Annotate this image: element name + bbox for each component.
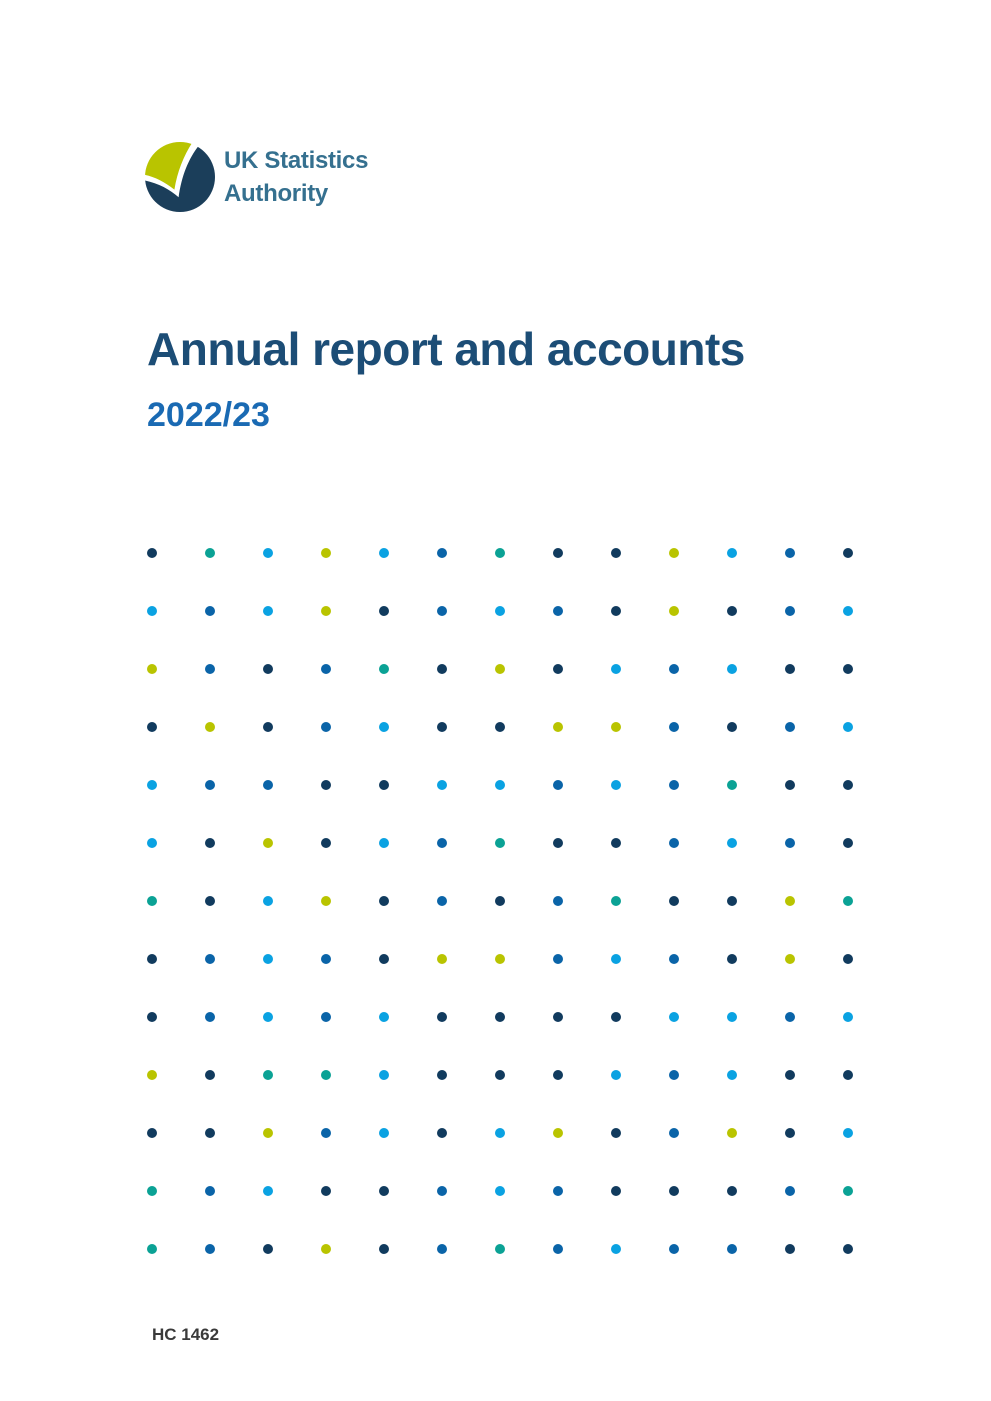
pattern-dot xyxy=(669,1186,679,1196)
pattern-dot xyxy=(263,1244,273,1254)
pattern-dot xyxy=(553,838,563,848)
pattern-dot xyxy=(669,954,679,964)
pattern-dot xyxy=(379,896,389,906)
pattern-dot xyxy=(437,838,447,848)
pattern-dot xyxy=(321,722,331,732)
pattern-dot xyxy=(263,1186,273,1196)
pattern-dot xyxy=(205,1012,215,1022)
pattern-dot xyxy=(843,896,853,906)
pattern-dot xyxy=(785,838,795,848)
pattern-dot xyxy=(727,1070,737,1080)
pattern-dot xyxy=(553,1012,563,1022)
pattern-dot xyxy=(611,1070,621,1080)
pattern-dot xyxy=(553,722,563,732)
pattern-dot xyxy=(321,780,331,790)
pattern-dot xyxy=(553,1186,563,1196)
logo-text-line2: Authority xyxy=(224,180,328,207)
pattern-dot xyxy=(669,1244,679,1254)
pattern-dot xyxy=(147,606,157,616)
pattern-dot xyxy=(611,954,621,964)
pattern-dot xyxy=(669,896,679,906)
pattern-dot xyxy=(379,548,389,558)
pattern-dot xyxy=(785,896,795,906)
pattern-dot xyxy=(379,1070,389,1080)
pattern-dot xyxy=(611,1128,621,1138)
pattern-dot xyxy=(437,1012,447,1022)
pattern-dot xyxy=(379,722,389,732)
pattern-dot xyxy=(669,548,679,558)
pattern-dot xyxy=(147,722,157,732)
pattern-dot xyxy=(669,722,679,732)
pattern-dot xyxy=(495,838,505,848)
pattern-dot xyxy=(727,722,737,732)
uksa-logo-mark xyxy=(145,142,215,212)
pattern-dot xyxy=(147,838,157,848)
pattern-dot xyxy=(437,1186,447,1196)
pattern-dot xyxy=(785,722,795,732)
pattern-dot xyxy=(785,1012,795,1022)
pattern-dot xyxy=(147,1012,157,1022)
pattern-dot xyxy=(495,896,505,906)
pattern-dot xyxy=(495,1244,505,1254)
pattern-dot xyxy=(553,664,563,674)
pattern-dot xyxy=(843,1128,853,1138)
pattern-dot xyxy=(785,664,795,674)
pattern-dot xyxy=(437,722,447,732)
pattern-dot xyxy=(495,954,505,964)
pattern-dot xyxy=(669,1012,679,1022)
pattern-dot xyxy=(437,954,447,964)
pattern-dot xyxy=(843,722,853,732)
pattern-dot xyxy=(727,664,737,674)
pattern-dot xyxy=(263,1012,273,1022)
pattern-dot xyxy=(495,722,505,732)
pattern-dot xyxy=(843,1244,853,1254)
pattern-dot xyxy=(321,1012,331,1022)
pattern-dot xyxy=(263,838,273,848)
pattern-dot xyxy=(321,1244,331,1254)
pattern-dot xyxy=(611,606,621,616)
pattern-dot xyxy=(785,780,795,790)
pattern-dot xyxy=(147,1186,157,1196)
pattern-dot xyxy=(263,606,273,616)
pattern-dot xyxy=(785,606,795,616)
pattern-dot xyxy=(205,1186,215,1196)
pattern-dot xyxy=(379,1244,389,1254)
pattern-dot xyxy=(785,954,795,964)
pattern-dot xyxy=(379,1012,389,1022)
pattern-dot xyxy=(785,1186,795,1196)
logo-text-line1: UK Statistics xyxy=(224,147,369,174)
pattern-dot xyxy=(785,1244,795,1254)
pattern-dot xyxy=(263,722,273,732)
pattern-dot xyxy=(437,606,447,616)
pattern-dot xyxy=(553,548,563,558)
pattern-dot xyxy=(669,780,679,790)
uksa-logo xyxy=(145,142,369,212)
pattern-dot xyxy=(843,838,853,848)
pattern-dot xyxy=(669,606,679,616)
pattern-dot xyxy=(321,954,331,964)
pattern-dot xyxy=(379,780,389,790)
pattern-dot xyxy=(321,664,331,674)
pattern-dot xyxy=(495,1012,505,1022)
pattern-dot xyxy=(843,664,853,674)
pattern-dot xyxy=(611,722,621,732)
pattern-dot xyxy=(205,664,215,674)
pattern-dot xyxy=(379,1186,389,1196)
pattern-dot xyxy=(727,838,737,848)
pattern-dot xyxy=(205,606,215,616)
pattern-dot xyxy=(437,780,447,790)
pattern-dot xyxy=(611,664,621,674)
pattern-dot xyxy=(147,1070,157,1080)
pattern-dot xyxy=(495,664,505,674)
pattern-dot xyxy=(843,954,853,964)
pattern-dot xyxy=(727,1128,737,1138)
pattern-dot xyxy=(727,1186,737,1196)
dot-pattern xyxy=(123,524,877,1278)
pattern-dot xyxy=(553,780,563,790)
pattern-dot xyxy=(321,606,331,616)
pattern-dot xyxy=(553,1070,563,1080)
pattern-dot xyxy=(437,1244,447,1254)
pattern-dot xyxy=(205,548,215,558)
pattern-dot xyxy=(611,838,621,848)
pattern-dot xyxy=(727,780,737,790)
pattern-dot xyxy=(263,1128,273,1138)
pattern-dot xyxy=(611,780,621,790)
pattern-dot xyxy=(669,664,679,674)
pattern-dot xyxy=(553,896,563,906)
report-reference: HC 1462 xyxy=(152,1325,220,1344)
pattern-dot xyxy=(611,896,621,906)
pattern-dot xyxy=(495,780,505,790)
pattern-dot xyxy=(147,780,157,790)
pattern-dot xyxy=(727,548,737,558)
pattern-dot xyxy=(611,1186,621,1196)
pattern-dot xyxy=(263,954,273,964)
pattern-dot xyxy=(495,1186,505,1196)
pattern-dot xyxy=(437,896,447,906)
pattern-dot xyxy=(147,664,157,674)
pattern-dot xyxy=(263,664,273,674)
pattern-dot xyxy=(379,838,389,848)
pattern-dot xyxy=(263,548,273,558)
pattern-dot xyxy=(553,1244,563,1254)
pattern-dot xyxy=(785,1128,795,1138)
pattern-dot xyxy=(785,548,795,558)
pattern-dot xyxy=(321,1128,331,1138)
pattern-dot xyxy=(727,1244,737,1254)
pattern-dot xyxy=(843,1186,853,1196)
pattern-dot xyxy=(437,664,447,674)
pattern-dot xyxy=(843,780,853,790)
pattern-dot xyxy=(147,1244,157,1254)
pattern-dot xyxy=(495,1128,505,1138)
pattern-dot xyxy=(437,1070,447,1080)
pattern-dot xyxy=(437,1128,447,1138)
pattern-dot xyxy=(495,1070,505,1080)
page-subtitle: 2022/23 xyxy=(147,396,270,434)
pattern-dot xyxy=(611,548,621,558)
pattern-dot xyxy=(843,1070,853,1080)
pattern-dot xyxy=(495,606,505,616)
pattern-dot xyxy=(321,1070,331,1080)
page-title: Annual report and accounts xyxy=(147,323,745,375)
pattern-dot xyxy=(321,896,331,906)
pattern-dot xyxy=(727,896,737,906)
pattern-dot xyxy=(379,1128,389,1138)
pattern-dot xyxy=(321,1186,331,1196)
pattern-dot xyxy=(205,1244,215,1254)
pattern-dot xyxy=(205,1128,215,1138)
pattern-dot xyxy=(843,1012,853,1022)
pattern-dot xyxy=(147,896,157,906)
uksa-logo-text xyxy=(224,144,368,210)
pattern-dot xyxy=(727,606,737,616)
pattern-dot xyxy=(843,548,853,558)
pattern-dot xyxy=(147,954,157,964)
pattern-dot xyxy=(669,1128,679,1138)
pattern-dot xyxy=(727,1012,737,1022)
pattern-dot xyxy=(611,1244,621,1254)
pattern-dot xyxy=(205,896,215,906)
pattern-dot xyxy=(669,838,679,848)
pattern-dot xyxy=(379,664,389,674)
pattern-dot xyxy=(669,1070,679,1080)
pattern-dot xyxy=(553,1128,563,1138)
pattern-dot xyxy=(205,1070,215,1080)
pattern-dot xyxy=(321,838,331,848)
pattern-dot xyxy=(205,954,215,964)
pattern-dot xyxy=(263,1070,273,1080)
pattern-dot xyxy=(727,954,737,964)
pattern-dot xyxy=(553,606,563,616)
pattern-dot xyxy=(843,606,853,616)
pattern-dot xyxy=(263,896,273,906)
pattern-dot xyxy=(553,954,563,964)
pattern-dot xyxy=(205,722,215,732)
pattern-dot xyxy=(205,838,215,848)
pattern-dot xyxy=(147,548,157,558)
pattern-dot xyxy=(263,780,273,790)
pattern-dot xyxy=(437,548,447,558)
pattern-dot xyxy=(379,606,389,616)
pattern-dot xyxy=(321,548,331,558)
pattern-dot xyxy=(611,1012,621,1022)
pattern-dot xyxy=(205,780,215,790)
pattern-dot xyxy=(785,1070,795,1080)
pattern-dot xyxy=(495,548,505,558)
pattern-dot xyxy=(147,1128,157,1138)
pattern-dot xyxy=(379,954,389,964)
